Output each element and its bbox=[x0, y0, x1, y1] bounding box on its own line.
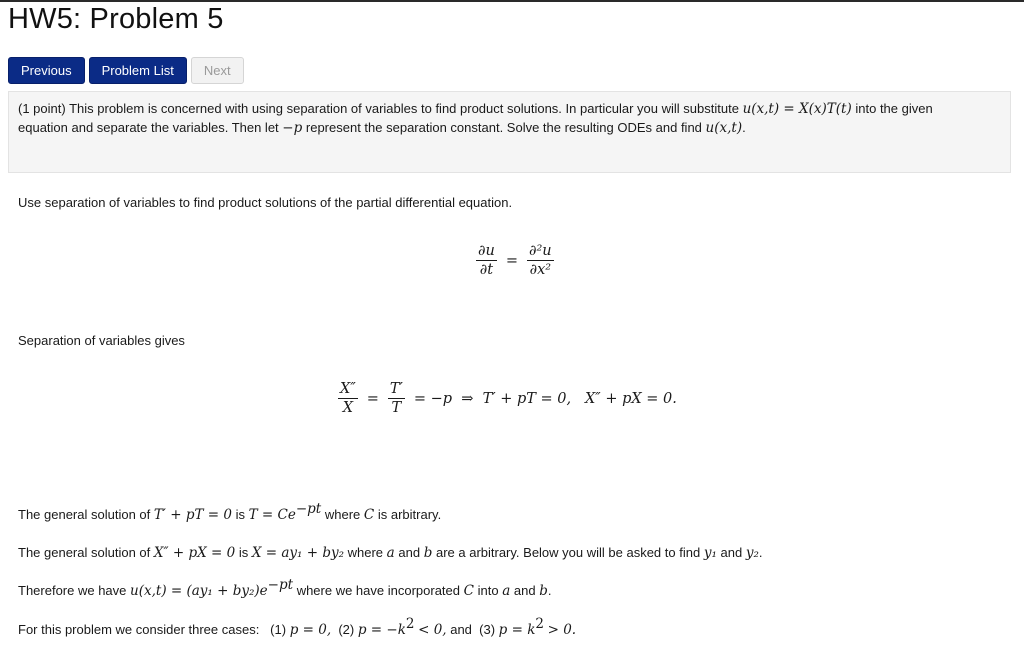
intro-text: This problem is concerned with using separation of variables to find product solutions. In particular you will substitute bbox=[69, 101, 739, 116]
previous-button[interactable]: Previous bbox=[8, 57, 85, 84]
fraction-du-dt bbox=[476, 243, 497, 278]
text: Therefore we have bbox=[18, 583, 127, 598]
intro-text: . bbox=[742, 120, 746, 135]
problem-list-button[interactable]: Problem List bbox=[89, 57, 187, 84]
text: (2) bbox=[338, 622, 355, 637]
cases-line bbox=[18, 616, 577, 640]
separation-lead-text: Separation of variables gives bbox=[18, 333, 185, 348]
fraction-t-prime-over-t bbox=[388, 381, 405, 416]
equals-sign: = bbox=[505, 252, 518, 269]
fraction-denominator: ∂x² bbox=[529, 262, 552, 278]
text: where we have incorporated bbox=[296, 583, 461, 598]
math-case-1: p = 0, bbox=[289, 622, 332, 638]
text: is arbitrary. bbox=[377, 507, 442, 522]
math-u: u(x,t) bbox=[705, 120, 743, 136]
text: The general solution of bbox=[18, 545, 151, 560]
math-case-3: > 0. bbox=[547, 622, 577, 638]
pde-lead-text: Use separation of variables to find product solutions of the partial differential equation. bbox=[18, 195, 513, 210]
text: where bbox=[324, 507, 361, 522]
math-t-solution: T = Ce bbox=[248, 507, 296, 523]
text: and bbox=[720, 545, 743, 560]
math-exponent: −pt bbox=[295, 501, 322, 517]
fraction-d2u-dx2 bbox=[527, 243, 554, 278]
math-exponent: 2 bbox=[405, 616, 415, 632]
general-solution-x-line bbox=[18, 543, 763, 563]
page-title: HW5: Problem 5 bbox=[8, 3, 224, 35]
math-a: a bbox=[386, 545, 395, 561]
text: are a arbitrary. Below you will be asked to find bbox=[435, 545, 701, 560]
intro-line-1 bbox=[18, 99, 933, 119]
fraction-x-double-prime-over-x bbox=[338, 381, 358, 416]
math-u-solution: u(x,t) = (ay₁ + by₂)e bbox=[130, 583, 268, 599]
math-a: a bbox=[502, 583, 511, 599]
math-c: C bbox=[363, 507, 375, 523]
text: into bbox=[477, 583, 499, 598]
next-button[interactable]: Next bbox=[191, 57, 244, 84]
text: is bbox=[238, 545, 249, 560]
math-c: C bbox=[463, 583, 474, 599]
math-separation-constant: −p bbox=[282, 120, 303, 136]
points-label: (1 point) bbox=[18, 101, 66, 116]
math-substitution: u(x,t) = X(x)T(t) bbox=[742, 101, 852, 117]
text: The general solution of bbox=[18, 507, 151, 522]
fraction-numerator: ∂u bbox=[478, 243, 495, 259]
text: and bbox=[513, 583, 536, 598]
math-case-2: < 0, bbox=[418, 622, 447, 638]
problem-navigation bbox=[8, 57, 244, 84]
general-solution-t-line bbox=[18, 501, 442, 525]
math-b: b bbox=[539, 583, 548, 599]
intro-text: into the given bbox=[855, 101, 933, 116]
text: is bbox=[235, 507, 245, 522]
equals-sign: = bbox=[366, 390, 379, 407]
math-y1: y₁ bbox=[703, 545, 717, 561]
math-t-ode: T′ + pT = 0 bbox=[153, 507, 232, 523]
top-rule bbox=[0, 0, 1024, 2]
fraction-denominator: ∂t bbox=[479, 262, 494, 278]
text: and bbox=[398, 545, 421, 560]
fraction-numerator: T′ bbox=[389, 381, 403, 397]
math-y2: y₂ bbox=[745, 545, 759, 561]
text: For this problem we consider three cases: (1) bbox=[18, 622, 287, 637]
math-x-ode: X″ + pX = 0 bbox=[153, 545, 236, 561]
text: where bbox=[347, 545, 384, 560]
separation-equation bbox=[335, 381, 677, 416]
intro-text: equation and separate the variables. Then let bbox=[18, 120, 279, 135]
math-exponent: 2 bbox=[535, 616, 544, 632]
math-case-3: p = k bbox=[498, 622, 536, 638]
math-case-2: p = −k bbox=[357, 622, 406, 638]
intro-line-2 bbox=[18, 118, 746, 138]
math-x-solution: X = ay₁ + by₂ bbox=[251, 545, 344, 561]
text: and (3) bbox=[450, 622, 496, 637]
math-exponent: −pt bbox=[267, 577, 294, 593]
text: . bbox=[547, 583, 552, 598]
separated-odes: = −p ⇒ T′ + pT = 0, X″ + pX = 0. bbox=[413, 390, 677, 407]
math-b: b bbox=[423, 545, 433, 561]
fraction-denominator: X bbox=[342, 400, 354, 416]
text: . bbox=[758, 545, 763, 560]
fraction-numerator: ∂²u bbox=[529, 243, 552, 259]
pde-equation bbox=[473, 243, 557, 278]
fraction-numerator: X″ bbox=[340, 381, 356, 397]
intro-text: represent the separation constant. Solve the resulting ODEs and find bbox=[305, 120, 702, 135]
product-solution-line bbox=[18, 577, 552, 601]
fraction-denominator: T bbox=[391, 400, 402, 416]
